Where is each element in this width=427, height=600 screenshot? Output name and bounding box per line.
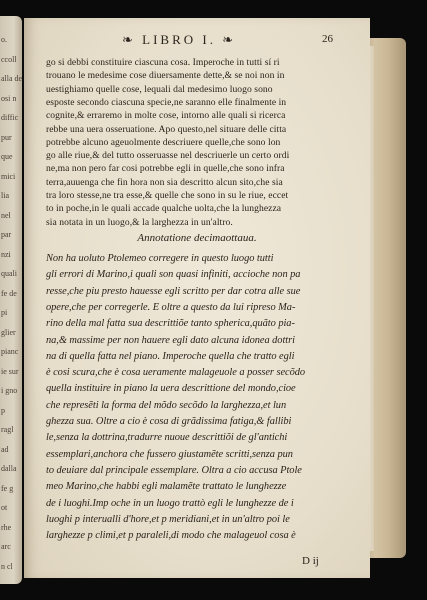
left-page-fragment: lia	[1, 191, 9, 200]
text-line: to deuiare dal principale essemplare. Oltra a cio accusa Ptole	[46, 464, 302, 476]
left-page-fragment: par	[1, 230, 12, 239]
signature-mark: D ij	[302, 555, 319, 567]
text-line: quella instituire in piano la uera descrittione del mondo,cioe	[46, 383, 296, 395]
left-page-fragment: ie sur	[1, 366, 19, 376]
text-line: luoghi p interualli d'hore,et p meridiani,et in un'altro poi le	[46, 513, 290, 525]
left-page-fragment: osi n	[1, 93, 17, 103]
text-line: go si debbi constituire ciascuna cosa. Imperoche in tutti sí ri	[46, 57, 280, 68]
text-line: rino della mal fatta sua descrittiõe tanto spherica,quãto pia-	[46, 318, 295, 330]
text-line: uestighiamo quelle cose, lequali dal medesimo luogo sono	[46, 83, 273, 95]
left-page-fragment: alla de	[1, 74, 22, 83]
left-page-fragment: arc	[1, 542, 11, 551]
text-line: rebbe una uera osseruatione. Apo questo,nel situare delle citta	[46, 123, 287, 135]
text-line: sia notata in un luogo,& la larghezza in un'altro.	[46, 216, 233, 228]
left-page-fragment: nel	[1, 210, 11, 220]
text-line: cognite,& erraremo in molte cose, intorno alle quali si ricerca	[46, 110, 286, 122]
left-page-fragment: dalla	[1, 464, 17, 473]
text-line: esposte secondo ciascuna specie,ne saranno elle finalmente in	[46, 96, 287, 108]
text-line: resse,che piu presto hauesse egli scritto per dar cotra alle sue	[46, 285, 301, 297]
running-head-title: ❧ LIBRO I. ❧	[122, 32, 237, 47]
text-line: na di quella fatta nel piano. Imperoche quella che tratto egli	[46, 350, 295, 362]
text-line: trouano le medesime cose diuersamente dette,& se noi non in	[46, 70, 285, 82]
text-line: Non ha uoluto Ptolemeo corregere in questo luogo tutti	[46, 253, 274, 264]
left-page-fragment: glier	[1, 327, 16, 337]
text-line: tra loro stesse,ne tra esse,& quelle che sono in su le riue, eccet	[46, 190, 289, 201]
running-head	[24, 32, 370, 50]
left-page-fragment: n cl	[1, 561, 13, 571]
section-heading: Annotatione decimaottaua.	[137, 232, 257, 244]
left-page-fragment: o.	[1, 35, 7, 44]
text-line: na,& massime per non hauere egli dato alcuna idonea dottri	[46, 334, 295, 346]
text-line: meo Marino,che habbi egli malamẽte trattato le lunghezze	[46, 481, 287, 493]
left-page-fragment: i gno	[1, 386, 18, 395]
text-line: opere,che per corregerle. E oltre a questo da lui ripreso Ma-	[46, 301, 296, 313]
left-page-fragment: mici	[1, 171, 16, 181]
text-line: potrebbe alcuno ageuolmente descriuere quelle,che sono lon	[46, 136, 281, 148]
left-page-fragment: quali	[1, 269, 17, 278]
text-line: de i luoghi.Imp oche in un luogo trattò egli le lunghezze de i	[46, 497, 294, 509]
left-page-fragment: diffic	[1, 113, 19, 122]
left-page-fragment: nzi	[1, 249, 11, 259]
text-line: terra,auuenga che fin hora non sia descritto alcun sito,che sia	[46, 176, 283, 188]
left-page-fragment: ot	[1, 503, 8, 512]
text-line: ghezza sua. Oltre a cio è cosa di grãdissima fatiga,& fallibi	[46, 416, 292, 427]
left-page-fragment: pi	[1, 308, 8, 317]
text-line: è cosi scura,che è cosa ueramente malageuole a posser secõdo	[46, 367, 306, 379]
text-line: ne,ma non pero far cosi potrebbe egli in quelle,che sono infra	[46, 163, 285, 175]
text-line: larghezze p climi,et p paraleli,di modo che malageuol cosa è	[46, 530, 296, 542]
left-page-fragment: pur	[1, 132, 12, 142]
page-number: 26	[322, 33, 333, 45]
left-page-fragment: pianc	[1, 347, 19, 356]
left-page-fragment: rhe	[1, 522, 12, 532]
book-page	[24, 18, 370, 578]
left-page-fragment: ad	[1, 444, 9, 454]
left-page-fragment: fe de	[1, 288, 17, 298]
text-line: essemplari,anchora che fussero giustamẽte scritti,senza pun	[46, 448, 293, 460]
text-line: to in poche,in le quali accade qualche uolta,che la lunghezza	[46, 203, 282, 215]
left-page-fragment: ragl	[1, 425, 14, 434]
text-line: le,senza la dottrina,tradurre nuoue descrittiõi de gl'antichi	[46, 432, 288, 444]
text-line: che represẽti la forma del mõdo secõdo la larghezza,et lun	[46, 399, 287, 411]
left-page-fragment: p	[1, 405, 5, 415]
left-page-fragment: fe g	[1, 483, 14, 493]
text-line: gli errori di Marino,i quali son quasi infiniti, accioche non pa	[46, 269, 301, 281]
left-page-fragment: ccoll	[1, 54, 17, 64]
left-facing-page	[0, 16, 22, 584]
text-line: go alle riue,& del tutto osseruasse nel descriuerle un certo ordi	[46, 150, 290, 162]
left-page-fragment: que	[1, 152, 13, 161]
